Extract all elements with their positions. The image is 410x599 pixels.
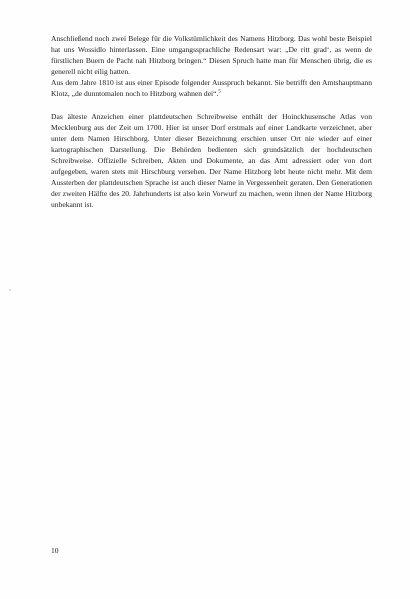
paragraph-text: Das älteste Anzeichen einer plattdeutschen Schreibweise enthält der Hoinckhusensche Atlas von Mecklenburg aus der Zeit um 1700. Hier ist unser Dorf erstmals auf einer Landkarte verzeichnet, aber unter dem Namen Hirschborg. Unter dieser Bezeichnung erschien unser Ort nie wieder auf einer kartographischen Darstellung. Die Behörden bedienten sich grundsätzlich der hochdeutschen Schreibweise. Offizielle Schreiben, Akten und Dokumente, an das Amt adressiert oder von dort aufgegeben, waren stets mit Hirschburg versehen. Der Name Hitzborg lebt heute nicht mehr. Mit dem Aussterben der plattdeutschen Sprache ist auch dieser Name in Vergessenheit geraten. Den Generationen der zweiten Hälfte des 20. Jahrhunderts ist also kein Vorwurf zu machen, wenn ihnen der Name Hitzborg unbekannt ist. [51,111,372,210]
footnote-reference: 5 [218,89,221,95]
paragraph-schreibweise [51,111,372,211]
paragraph-text: Aus dem Jahre 1810 ist aus einer Episode folgender Ausspruch bekannt. Sie betrifft den Amtshauptmann Klotz, „de dunntomalen noch to Hitzborg wahnen dei“. [51,78,372,99]
paragraph-amtshauptmann [51,77,372,99]
paragraph-text: Anschließend noch zwei Belege für die Volkstümlichkeit des Namens Hitzborg. Das wohl beste Beispiel hat uns Wossidlo hinterlassen. Eine umgangssprachliche Redensart war: „De ritt grad‘, as wenn de fürstlichen Buern de Pacht nah Hitzborg bringen.“ Diesen Spruch hatte man für Menschen übrig, die es generell nicht eilig hatten. [51,34,372,77]
scan-speck [9,289,11,291]
paragraph-volkstuemlichkeit [51,33,372,77]
body-text [51,33,372,210]
page-number: 10 [51,546,59,555]
